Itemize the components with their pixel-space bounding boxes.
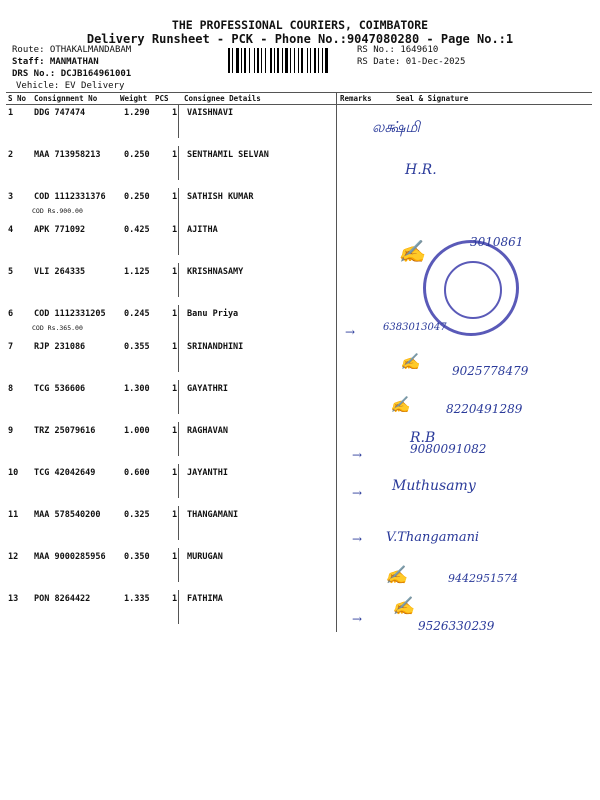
column-divider [178,146,179,180]
signature-row-1: லக்ஷ்மி [372,118,421,136]
col-weight: Weight [120,94,148,103]
row-consignee: RAGHAVAN [187,426,228,436]
cod-amount: COD Rs.365.00 [32,324,83,332]
row-weight: 1.300 [124,384,150,394]
barcode-bar [228,48,230,73]
barcode-bar [298,48,299,73]
signature-row-8: 8220491289 [446,402,523,416]
rs-number: RS No.: 1649610 [357,45,439,55]
row-sno: 10 [8,468,19,478]
column-divider [178,263,179,297]
barcode-bar [301,48,303,73]
row-consignee: MURUGAN [187,552,223,562]
row-weight: 1.125 [124,267,150,277]
row-weight: 0.355 [124,342,150,352]
row-consignment: VLI 264335 [34,267,86,277]
barcode-bar [232,48,233,73]
row-consignee: KRISHNASAMY [187,267,244,277]
barcode-bar [249,48,250,73]
row-consignee: GAYATHRI [187,384,228,394]
row-consignee: SRINANDHINI [187,342,244,352]
row-consignee: VAISHNAVI [187,108,234,118]
row-consignment: PON 8264422 [34,594,91,604]
row-consignment: TCG 42042649 [34,468,96,478]
barcode-bar [265,48,266,73]
row-consignment: MAA 9000285956 [34,552,106,562]
row-weight: 0.325 [124,510,150,520]
column-divider [178,464,179,498]
arrow-row-13: → [352,612,363,626]
barcode-bar [241,48,242,73]
column-divider [178,188,179,222]
remarks-divider [336,92,337,632]
row-consignee: JAYANTHI [187,468,228,478]
signature-row-2: H.R. [405,162,437,178]
row-pcs: 1 [172,150,178,160]
col-consignment: Consignment No [34,94,98,103]
barcode-bar [261,48,262,73]
row-sno: 12 [8,552,19,562]
barcode-bar [244,48,246,73]
arrow-row-6: → [345,325,356,339]
barcode-bar [290,48,291,73]
signature-row-10: Muthusamy [392,478,476,494]
barcode-bar [325,48,328,73]
row-sno: 2 [8,150,14,160]
barcode-bar [314,48,316,73]
barcode-bar [285,48,288,73]
arrow-row-10: → [352,486,363,500]
barcode-bar [310,48,311,73]
signature-row-7-mark: ✍ [400,352,420,371]
signature-row-12: 9442951574 [448,572,518,585]
row-consignment: RJP 231086 [34,342,86,352]
row-sno: 3 [8,192,14,202]
row-sno: 6 [8,309,14,319]
header-bottom-border [6,104,592,105]
barcode-bar [254,48,255,73]
row-consignee: SATHISH KUMAR [187,192,254,202]
barcode [228,48,353,73]
row-pcs: 1 [172,225,178,235]
drs-label: DRS No.: DCJB164961001 [12,69,132,79]
row-consignee: SENTHAMIL SELVAN [187,150,269,160]
column-divider [178,221,179,255]
column-divider [178,506,179,540]
barcode-bar [257,48,259,73]
row-pcs: 1 [172,309,178,319]
company-title: THE PROFESSIONAL COURIERS, COIMBATORE [171,18,429,32]
barcode-bar [322,48,323,73]
row-weight: 0.600 [124,468,150,478]
signature-row-7: 9025778479 [452,364,529,378]
signature-row-11: V.Thangamani [386,530,480,545]
column-divider [178,338,179,372]
signature-row-12-mark: ✍ [385,565,408,586]
row-pcs: 1 [172,510,178,520]
column-divider [178,380,179,414]
row-sno: 11 [8,510,19,520]
row-consignment: MAA 713958213 [34,150,101,160]
row-pcs: 1 [172,108,178,118]
col-seal: Seal & Signature [396,94,469,103]
signature-row-4-mark: ✍ [398,240,426,265]
row-pcs: 1 [172,426,178,436]
row-consignment: TRZ 25079616 [34,426,96,436]
column-divider [178,548,179,582]
row-weight: 0.245 [124,309,150,319]
row-weight: 1.000 [124,426,150,436]
barcode-bar [282,48,283,73]
barcode-bar [318,48,319,73]
row-consignment: TCG 536606 [34,384,86,394]
row-pcs: 1 [172,384,178,394]
row-weight: 0.425 [124,225,150,235]
signature-row-13-mark: ✍ [392,596,415,617]
column-divider [178,104,179,138]
row-sno: 4 [8,225,14,235]
row-consignee: FATHIMA [187,594,223,604]
row-consignee: AJITHA [187,225,218,235]
staff-label: Staff: MANMATHAN [12,57,99,67]
row-weight: 0.250 [124,192,150,202]
column-divider [178,590,179,624]
signature-row-9-mark: R.B [410,430,436,446]
cod-amount: COD Rs.900.00 [32,207,83,215]
barcode-bar [307,48,308,73]
row-pcs: 1 [172,267,178,277]
row-pcs: 1 [172,192,178,202]
row-sno: 7 [8,342,14,352]
row-sno: 5 [8,267,14,277]
row-consignment: COD 1112331376 [34,192,106,202]
row-sno: 13 [8,594,19,604]
route-label: Route: OTHAKALMANDABAM [12,45,132,55]
signature-row-8-mark: ✍ [390,395,410,414]
rs-date: RS Date: 01-Dec-2025 [357,57,466,67]
row-consignment: MAA 578540200 [34,510,101,520]
barcode-bar [270,48,272,73]
col-remarks: Remarks [340,94,372,103]
row-weight: 1.335 [124,594,150,604]
signature-row-9: 9080091082 [410,442,487,456]
row-weight: 0.250 [124,150,150,160]
col-pcs: PCS [155,94,169,103]
row-consignment: COD 1112331205 [34,309,106,319]
arrow-row-9: → [352,448,363,462]
barcode-bar [277,48,279,73]
row-pcs: 1 [172,552,178,562]
signature-row-13: 9526330239 [418,619,495,633]
row-consignee: THANGAMANI [187,510,239,520]
row-pcs: 1 [172,468,178,478]
signature-row-6: 6383013047 [383,322,447,333]
row-weight: 1.290 [124,108,150,118]
vehicle-label: Vehicle: EV Delivery [16,81,125,91]
row-sno: 9 [8,426,14,436]
column-divider [178,422,179,456]
column-divider [178,305,179,339]
row-pcs: 1 [172,594,178,604]
row-weight: 0.350 [124,552,150,562]
row-consignment: APK 771092 [34,225,86,235]
barcode-bar [294,48,295,73]
col-consignee: Consignee Details [184,94,261,103]
signature-row-4: 3010861 [470,235,524,249]
row-sno: 8 [8,384,14,394]
col-sno: S No [8,94,27,103]
runsheet-subtitle: Delivery Runsheet - PCK - Phone No.:9047080280 - Page No.:1 [86,32,514,46]
barcode-bar [236,48,239,73]
arrow-row-11: → [352,532,363,546]
row-consignee: Banu Priya [187,309,239,319]
row-consignment: DDG 747474 [34,108,86,118]
row-pcs: 1 [172,342,178,352]
table-top-border [6,92,592,93]
barcode-bar [274,48,275,73]
row-sno: 1 [8,108,14,118]
